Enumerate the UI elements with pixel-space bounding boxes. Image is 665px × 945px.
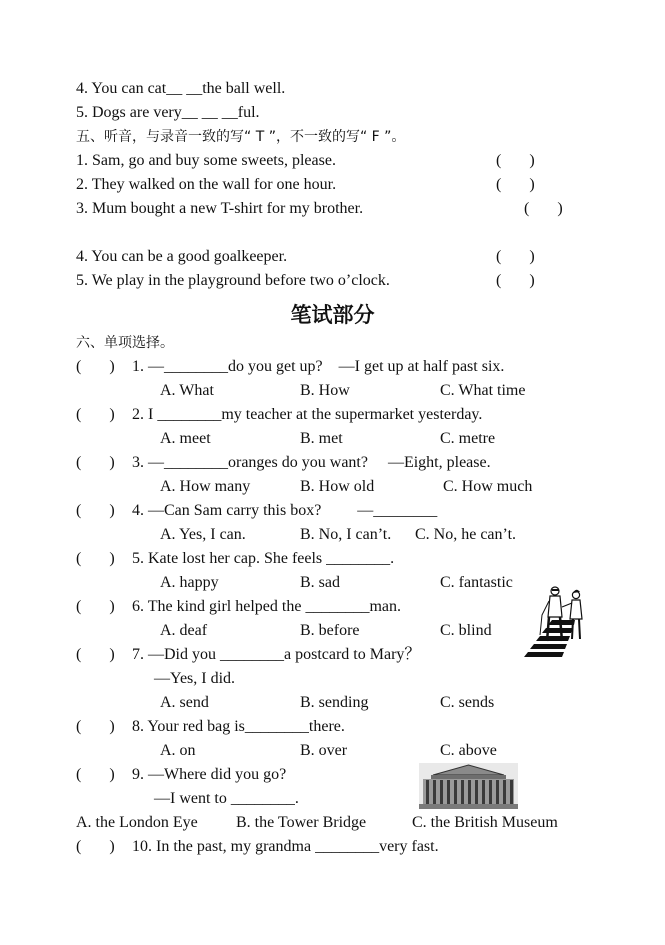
question-6-stem: 6. The kind girl helped the ________man. — [132, 598, 401, 615]
question-1-option-b: B. How — [300, 382, 350, 399]
listening-q4: 4. You can cat__ __the ball well. — [76, 80, 286, 97]
question-6-option-a: A. deaf — [160, 622, 208, 639]
answer-blank[interactable]: ( ) — [76, 550, 115, 567]
section5-item-5: 5. We play in the playground before two o’clock. — [76, 272, 390, 289]
question-6-option-c: C. blind — [440, 622, 492, 639]
question-2-stem: 2. I ________my teacher at the supermarket yesterday. — [132, 406, 483, 423]
answer-blank[interactable]: ( ) — [76, 406, 115, 423]
question-9-option-a: A. the London Eye — [76, 814, 198, 831]
question-7-reply: —Yes, I did. — [154, 670, 236, 687]
question-4-option-c: C. No, he can’t. — [415, 526, 517, 543]
question-7-option-c: C. sends — [440, 694, 495, 711]
question-7-option-b: B. sending — [300, 694, 369, 711]
question-10-stem: 10. In the past, my grandma ________very fast. — [132, 838, 439, 855]
section5-item-3: 3. Mum bought a new T-shirt for my brother. — [76, 200, 364, 217]
question-8-option-b: B. over — [300, 742, 348, 759]
question-5-option-b: B. sad — [300, 574, 340, 591]
question-2-option-b: B. met — [300, 430, 343, 447]
answer-blank[interactable]: ( ) — [76, 502, 115, 519]
question-3-option-c: C. How much — [443, 478, 533, 495]
answer-blank[interactable]: ( ) — [76, 358, 115, 375]
question-2-option-a: A. meet — [160, 430, 211, 447]
answer-blank[interactable]: ( ) — [76, 454, 115, 471]
question-3-option-b: B. How old — [300, 478, 375, 495]
question-1-option-a: A. What — [160, 382, 214, 399]
listening-q5: 5. Dogs are very__ __ __ful. — [76, 104, 260, 121]
blind-man-crossing-illustration — [522, 581, 590, 659]
question-3-option-a: A. How many — [160, 478, 251, 495]
answer-blank[interactable]: ( ) — [496, 248, 535, 265]
answer-blank[interactable]: ( ) — [76, 718, 115, 735]
british-museum-illustration — [419, 763, 518, 809]
question-4-stem: 4. —Can Sam carry this box? —________ — [132, 502, 438, 519]
answer-blank[interactable]: ( ) — [76, 766, 115, 783]
question-5-option-c: C. fantastic — [440, 574, 513, 591]
question-3-stem: 3. —________oranges do you want? —Eight, please. — [132, 454, 491, 471]
question-7-stem: 7. —Did you ________a postcard to Mary？ — [132, 646, 421, 663]
written-section-title: 笔试部分 — [290, 303, 375, 327]
question-5-stem: 5. Kate lost her cap. She feels ________. — [132, 550, 395, 567]
answer-blank[interactable]: ( ) — [496, 176, 535, 193]
question-9-option-b: B. the Tower Bridge — [236, 814, 367, 831]
section5-item-2: 2. They walked on the wall for one hour. — [76, 176, 337, 193]
answer-blank[interactable]: ( ) — [76, 598, 115, 615]
question-6-option-b: B. before — [300, 622, 360, 639]
question-9-stem: 9. —Where did you go? — [132, 766, 287, 783]
question-8-option-c: C. above — [440, 742, 497, 759]
section5-item-1: 1. Sam, go and buy some sweets, please. — [76, 152, 336, 169]
question-9-reply: —I went to ________. — [154, 790, 299, 807]
section5-heading: 五、听音，与录音一致的写“ T ”，不一致的写“ F ”。 — [76, 129, 406, 145]
question-2-option-c: C. metre — [440, 430, 496, 447]
question-7-option-a: A. send — [160, 694, 209, 711]
question-1-option-c: C. What time — [440, 382, 526, 399]
question-5-option-a: A. happy — [160, 574, 219, 591]
question-4-option-a: A. Yes, I can. — [160, 526, 246, 543]
answer-blank[interactable]: ( ) — [496, 272, 535, 289]
section5-item-4: 4. You can be a good goalkeeper. — [76, 248, 288, 265]
question-8-option-a: A. on — [160, 742, 196, 759]
section6-heading: 六、单项选择。 — [76, 335, 174, 351]
question-8-stem: 8. Your red bag is________there. — [132, 718, 345, 735]
answer-blank[interactable]: ( ) — [524, 200, 563, 217]
question-4-option-b: B. No, I can’t. — [300, 526, 392, 543]
answer-blank[interactable]: ( ) — [76, 838, 115, 855]
question-9-option-c: C. the British Museum — [412, 814, 558, 831]
question-1-stem: 1. —________do you get up? —I get up at half past six. — [132, 358, 505, 375]
answer-blank[interactable]: ( ) — [76, 646, 115, 663]
answer-blank[interactable]: ( ) — [496, 152, 535, 169]
